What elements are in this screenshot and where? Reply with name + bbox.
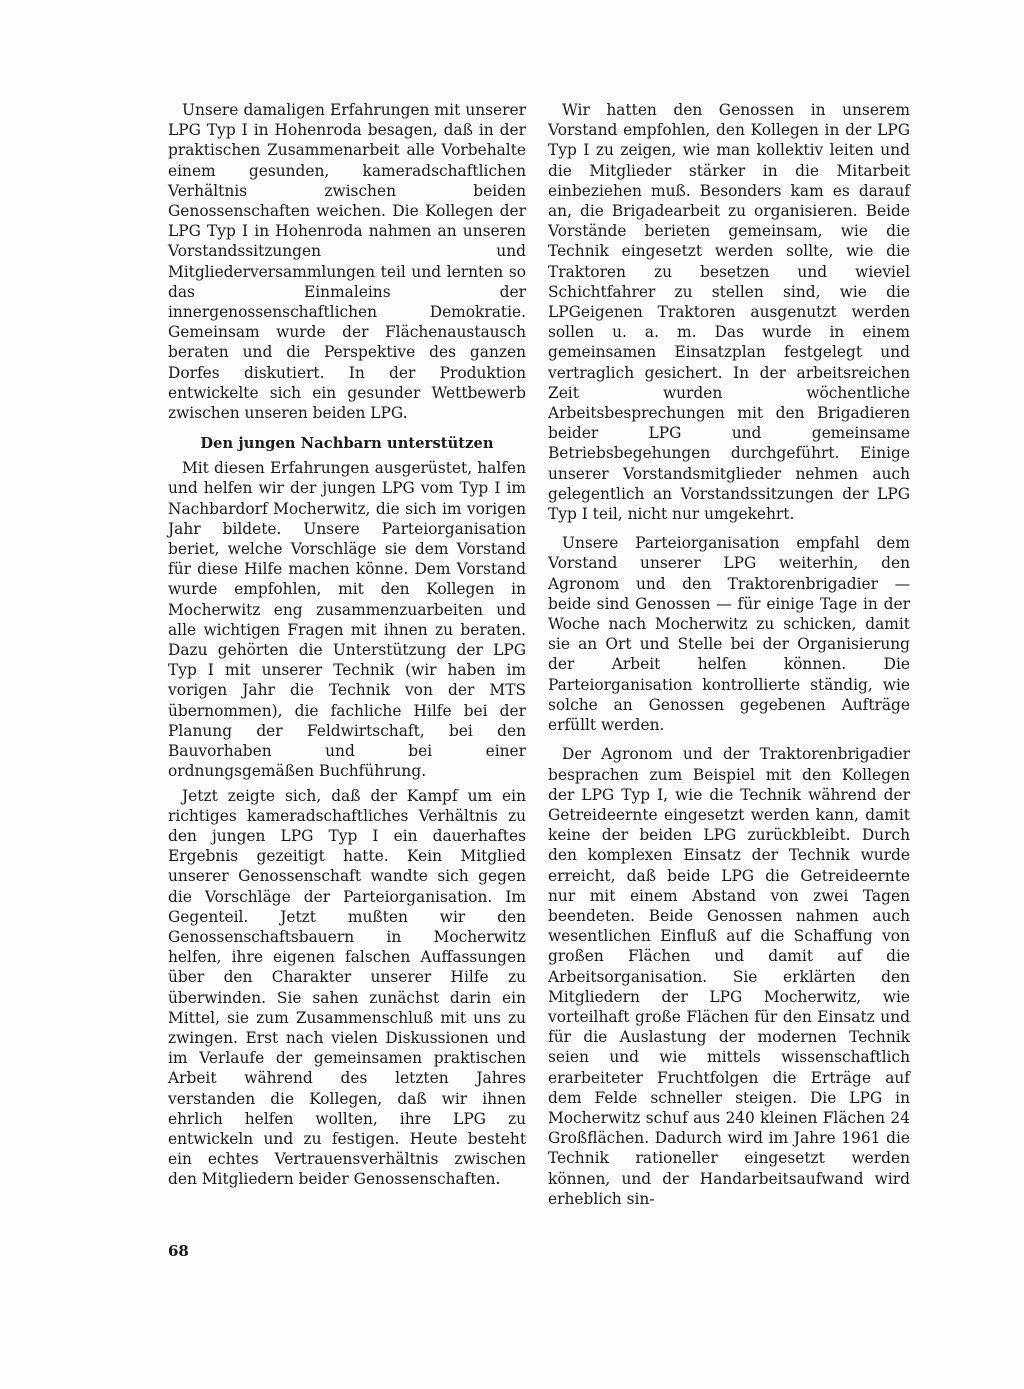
paragraph: Mit diesen Erfahrungen ausgerüstet, halfen und helfen wir der jungen LPG vom Typ I im Nachbardorf Mocherwitz, die sich im vorigen Jahr bildete. Unsere Parteiorganisation beriet, welche Vorschläge sie dem Vorstand für diese Hilfe machen könne. Dem Vorstand wurde empfohlen, mit den Kollegen in Mocherwitz eng zusammenzuarbeiten und alle wichtigen Fragen mit ihnen zu beraten. Dazu gehörten die Unterstützung der LPG Typ I mit unserer Technik (wir haben im vorigen Jahr die Technik von der MTS übernommen), die fachliche Hilfe bei der Planung der Feldwirtschaft, bei den Bauvorhaben und bei einer ordnungsgemäßen Buchführung. <box>168 459 526 781</box>
paragraph: Der Agronom und der Traktorenbrigadier besprachen zum Beispiel mit den Kollegen der LPG Typ I, wie die Technik während der Getreideernte eingesetzt werden kann, damit keine der beiden LPG zurückbleibt. Durch den komplexen Einsatz der Technik wurde erreicht, daß beide LPG die Getreideernte nur mit einem Abstand von zwei Tagen beendeten. Beide Genossen nahmen auch wesentlichen Einfluß auf die Schaffung von großen Flächen und damit auf die Arbeitsorganisation. Sie erklärten den Mitgliedern der LPG Mocherwitz, wie vorteilhaft große Flächen für den Einsatz und für die Auslastung der modernen Technik seien und wie mittels wissenschaftlich erarbeiteter Fruchtfolgen die Erträge auf dem Felde schneller steigen. Die LPG in Mocherwitz schuf aus 240 kleinen Flächen 24 Großflächen. Dadurch wird im Jahre 1961 die Technik rationeller eingesetzt werden können, und der Handarbeitsaufwand wird erheblich sin- <box>548 745 910 1208</box>
paragraph: Wir hatten den Genossen in unserem Vorstand empfohlen, den Kollegen in der LPG Typ I zu zeigen, wie man kollektiv leiten und die Mitglieder stärker in die Mitarbeit einbeziehen muß. Besonders kam es darauf an, die Brigadearbeit zu organisieren. Beide Vorstände berieten gemeinsam, wie die Technik eingesetzt werden sollte, wie die Traktoren zu besetzen und wieviel Schichtfahrer zu stellen sind, wie die LPGeigenen Traktoren ausgenutzt werden sollen u. a. m. Das wurde in einem gemeinsamen Einsatzplan festgelegt und vertraglich gesichert. In der arbeitsreichen Zeit wurden wöchentliche Arbeitsbesprechungen mit den Brigadieren beider LPG und gemeinsame Betriebsbegehungen durchgeführt. Einige unserer Vorstandsmitglieder nehmen auch gelegentlich an Vorstandssitzungen der LPG Typ I teil, nicht nur umgekehrt. <box>548 101 910 524</box>
paragraph: Unsere Parteiorganisation empfahl dem Vorstand unserer LPG weiterhin, den Agronom und den Traktorenbrigadier — beide sind Genossen — für einige Tage in der Woche nach Mocherwitz zu schicken, damit sie an Ort und Stelle bei der Organisierung der Arbeit helfen können. Die Parteiorganisation kontrollierte ständig, wie solche an Genossen gegebenen Aufträge erfüllt werden. <box>548 534 910 735</box>
paragraph: Jetzt zeigte sich, daß der Kampf um ein richtiges kameradschaftliches Verhältnis zu den jungen LPG Typ I ein dauerhaftes Ergebnis gezeitigt hatte. Kein Mitglied unserer Genossenschaft wandte sich gegen die Vorschläge der Parteiorganisation. Im Gegenteil. Jetzt mußten wir den Genossenschaftsbauern in Mocherwitz helfen, ihre eigenen falschen Auffassungen über den Charakter unserer Hilfe zu überwinden. Sie sahen zunächst darin ein Mittel, sie zum Zusammenschluß mit uns zu zwingen. Erst nach vielen Diskussionen und im Verlaufe der gemeinsamen praktischen Arbeit während des letzten Jahres verstanden die Kollegen, daß wir ihnen ehrlich helfen wollten, ihre LPG zu entwickeln und zu festigen. Heute besteht ein echtes Vertrauensverhältnis zwischen den Mitgliedern beider Genossenschaften. <box>168 786 526 1189</box>
paragraph: Unsere damaligen Erfahrungen mit unserer LPG Typ I in Hohenroda besagen, daß in der praktischen Zusammenarbeit alle Vorbehalte einem gesunden, kameradschaftlichen Verhältnis zwischen beiden Genossenschaften weichen. Die Kollegen der LPG Typ I in Hohenroda nahmen an unseren Vorstandssitzungen und Mitgliederversammlungen teil und lernten so das Einmaleins der innergenossenschaftlichen Demokratie. Gemeinsam wurde der Flächenaustausch beraten und die Perspektive des ganzen Dorfes diskutiert. In der Produktion entwickelte sich ein gesunder Wettbewerb zwischen unseren beiden LPG. <box>168 101 526 423</box>
page-number: 68 <box>168 1242 189 1260</box>
right-column <box>548 100 910 1209</box>
left-column <box>168 100 526 1190</box>
section-heading: Den jungen Nachbarn unterstützen <box>200 435 494 453</box>
